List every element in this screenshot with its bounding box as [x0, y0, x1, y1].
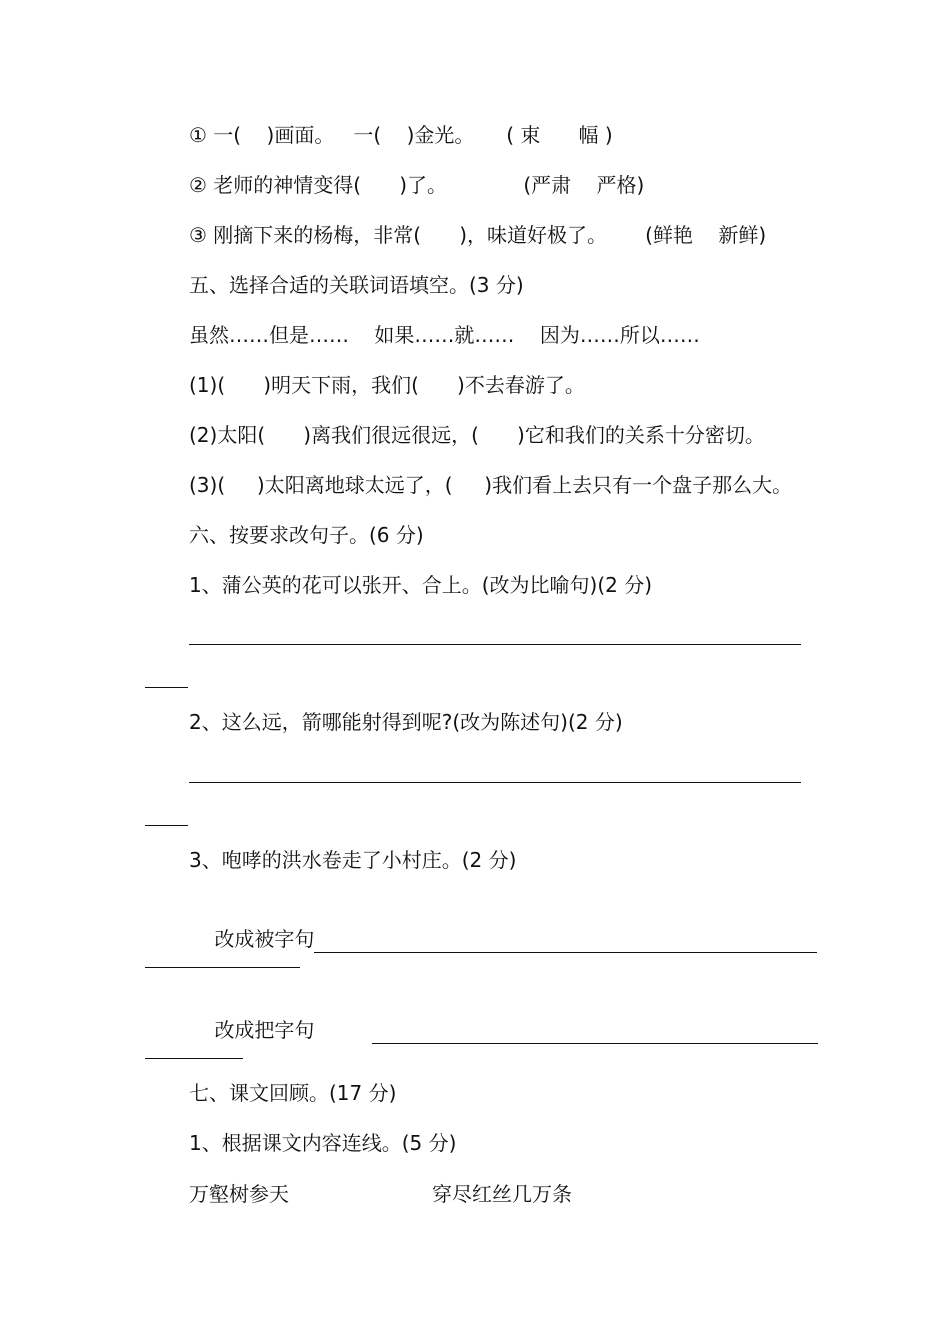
answer-line-continuation[interactable]: [145, 660, 188, 688]
answer-line-continuation[interactable]: [145, 1031, 243, 1059]
q5-sentence-2: (2)太阳( )离我们很远很远，( )它和我们的关系十分密切。: [189, 423, 765, 447]
q5-heading: 五、选择合适的关联词语填空。(3 分): [189, 273, 524, 297]
q4-item-1: ① 一( )画面。 一( )金光。 ( 束 幅 ): [189, 123, 613, 147]
q5-sentence-1: (1)( )明天下雨，我们( )不去春游了。: [189, 373, 585, 397]
ba-sentence-label: 改成把字句: [214, 1018, 315, 1042]
q5-sentence-3: (3)( )太阳离地球太远了，( )我们看上去只有一个盘子那么大。: [189, 473, 793, 497]
q4-item-2: ② 老师的神情变得( )了。 (严肃 严格): [189, 173, 645, 197]
answer-line[interactable]: [189, 755, 801, 783]
answer-line-continuation[interactable]: [145, 940, 300, 968]
bei-answer-line[interactable]: [314, 930, 817, 953]
q6-sentence-3: 3、咆哮的洪水卷走了小村庄。(2 分): [189, 848, 517, 872]
q6-sentence-1: 1、蒲公英的花可以张开、合上。(改为比喻句)(2 分): [189, 573, 653, 597]
q7-heading: 七、课文回顾。(17 分): [189, 1081, 397, 1105]
bei-sentence-label: 改成被字句: [214, 927, 315, 951]
bei-sentence-row: [189, 897, 817, 981]
ba-answer-line[interactable]: [372, 1021, 818, 1044]
match-left-item-1: 万壑树参天: [189, 1182, 289, 1206]
answer-line-continuation[interactable]: [145, 798, 188, 826]
ba-sentence-row: [189, 988, 818, 1072]
q5-options: 虽然……但是…… 如果……就…… 因为……所以……: [189, 323, 700, 347]
answer-line[interactable]: [189, 617, 801, 645]
q7-sentence-1: 1、根据课文内容连线。(5 分): [189, 1131, 457, 1155]
q6-heading: 六、按要求改句子。(6 分): [189, 523, 424, 547]
q6-sentence-2: 2、这么远，箭哪能射得到呢?(改为陈述句)(2 分): [189, 710, 623, 734]
q4-item-3: ③ 刚摘下来的杨梅，非常( )，味道好极了。 (鲜艳 新鲜): [189, 223, 767, 247]
match-right-item-1: 穿尽红丝几万条: [432, 1182, 572, 1206]
